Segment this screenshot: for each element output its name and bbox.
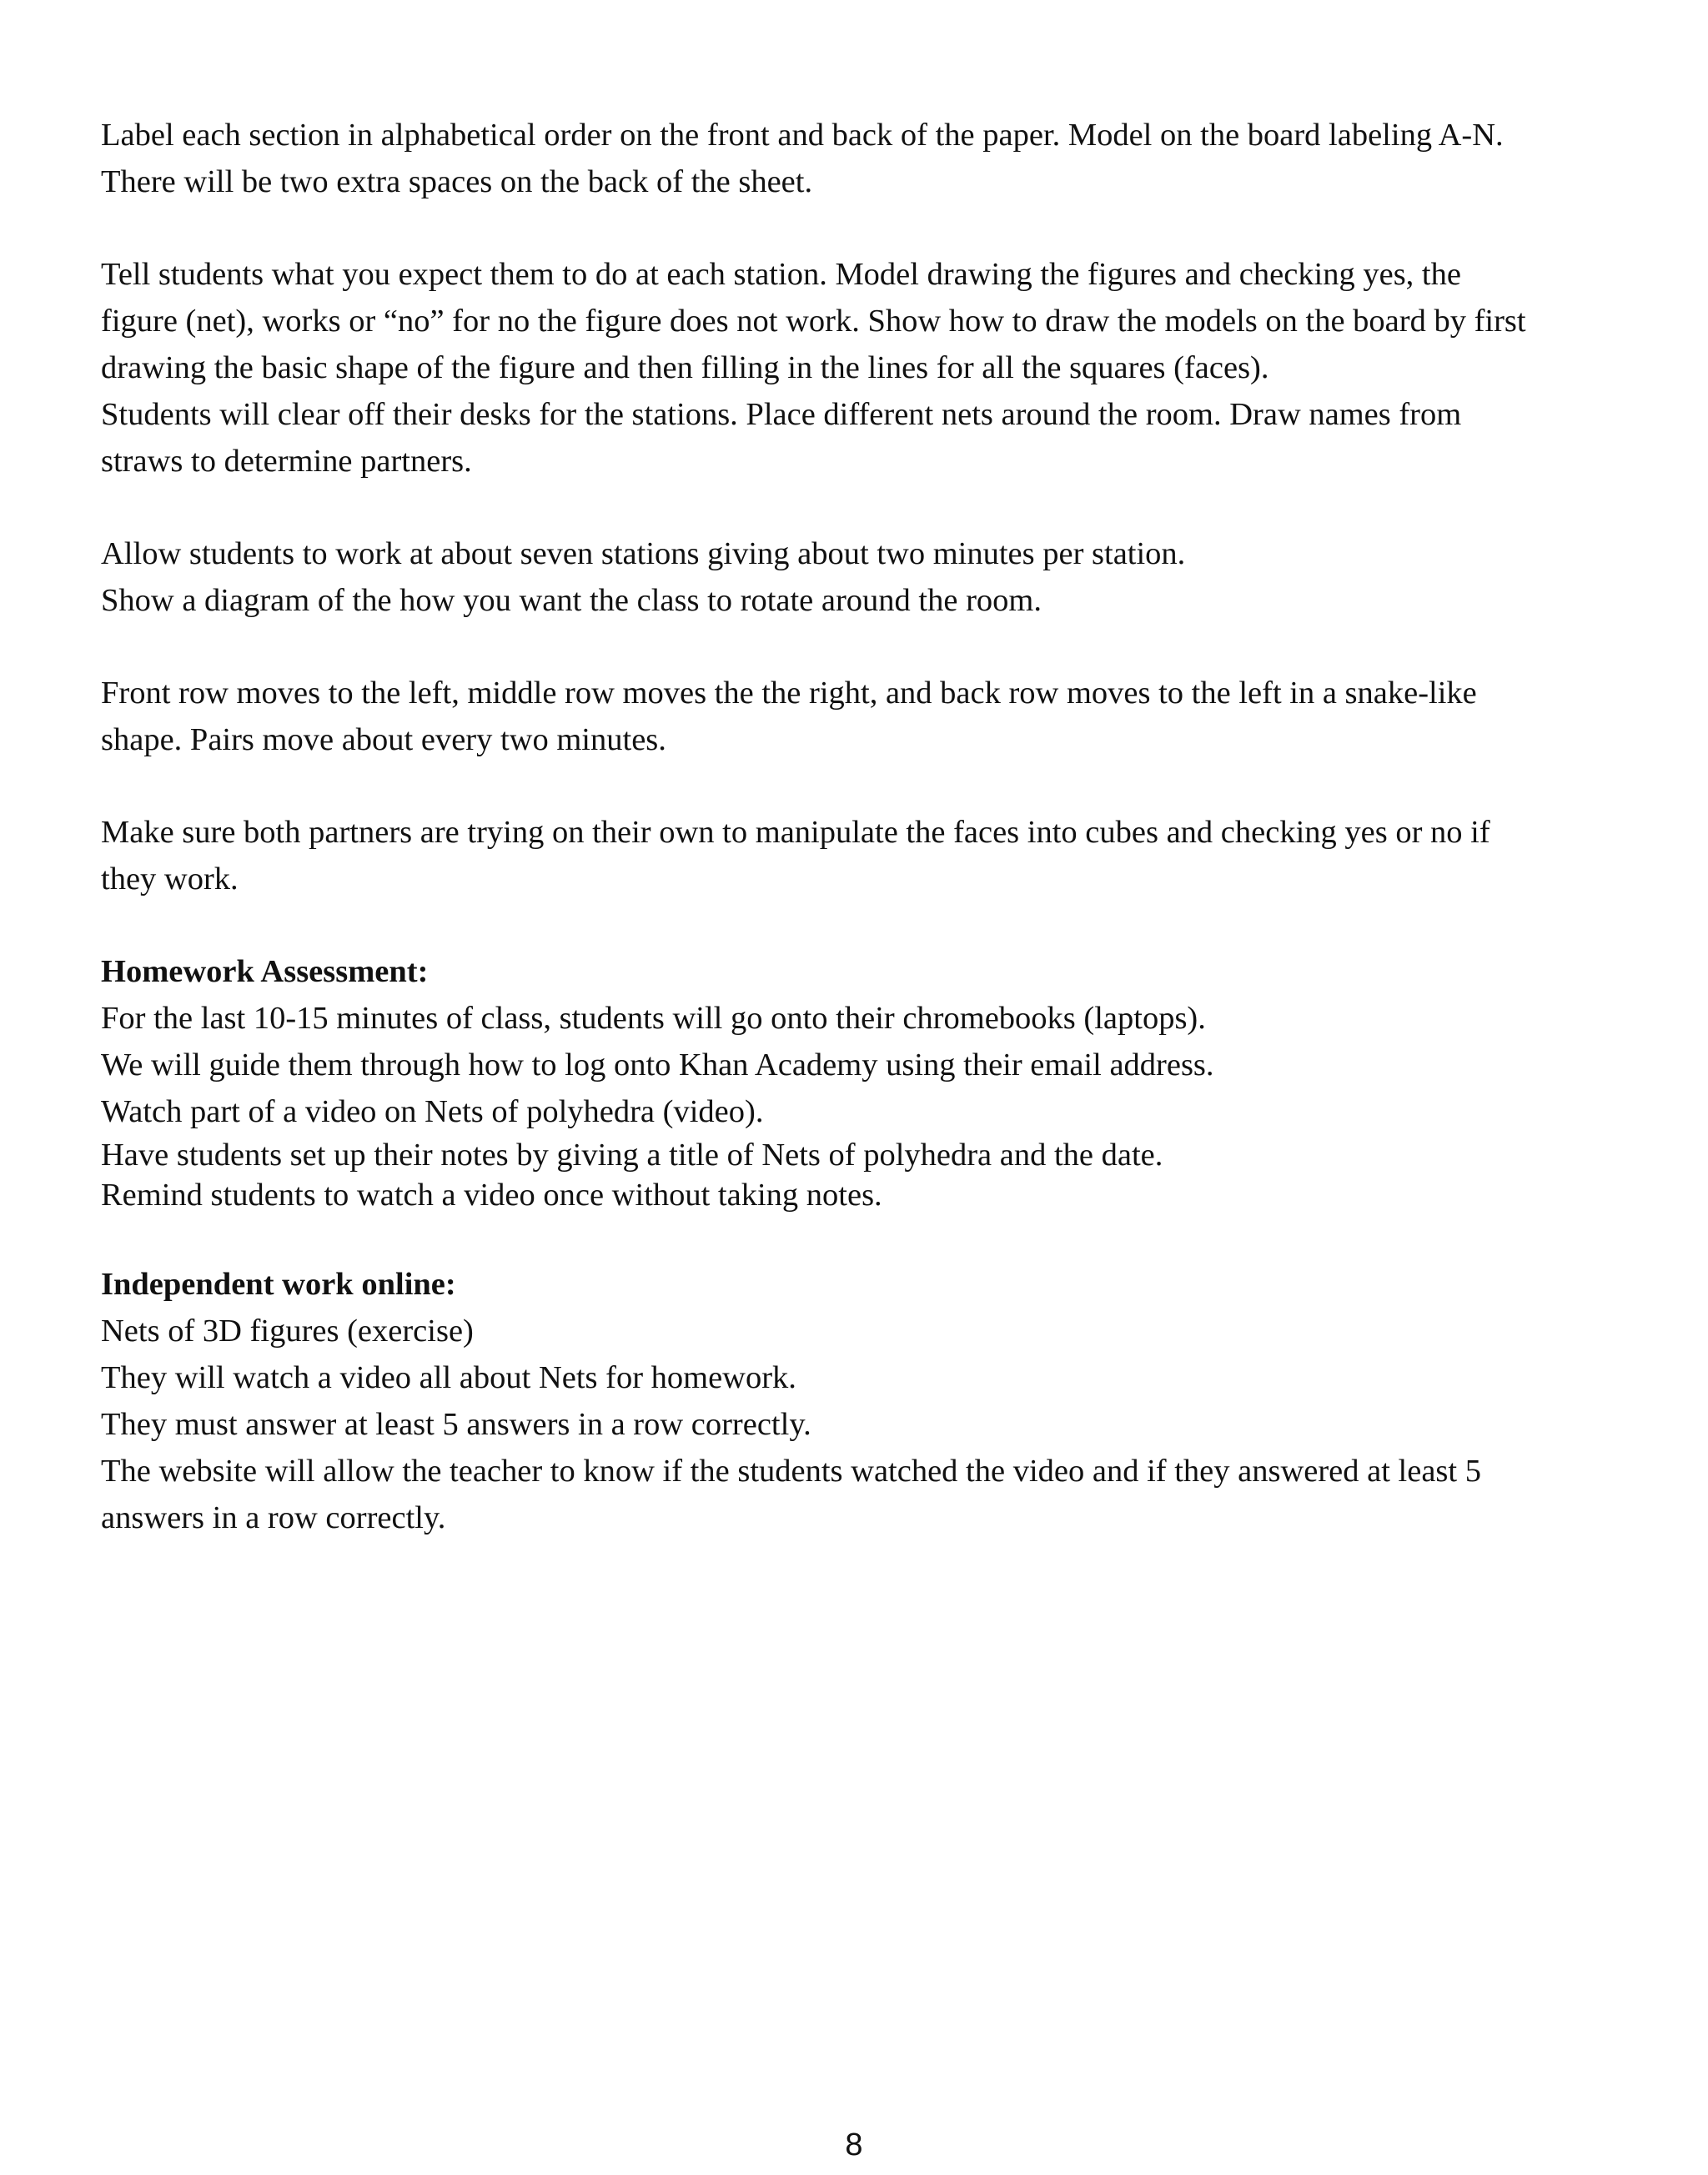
text-line: shape. Pairs move about every two minutes. — [101, 722, 666, 757]
paragraph-stations-timing — [101, 530, 1627, 624]
page-number: 8 — [845, 2127, 863, 2162]
text-line: Front row moves to the left, middle row moves the the right, and back row moves to the left in a snake-like — [101, 676, 1477, 711]
section-heading: Homework Assessment: — [101, 954, 429, 989]
paragraph-station-expectations — [101, 251, 1627, 485]
text-line: For the last 10-15 minutes of class, students will go onto their chromebooks (laptops). — [101, 1001, 1206, 1036]
text-line: Have students set up their notes by giving a title of Nets of polyhedra and the date. — [101, 1138, 1163, 1173]
paragraph-spacer — [101, 624, 1627, 670]
text-line: Make sure both partners are trying on their own to manipulate the faces into cubes and checking yes or no if — [101, 815, 1490, 850]
text-line: Watch part of a video on Nets of polyhedra (video). — [101, 1094, 764, 1129]
paragraph-spacer — [101, 1215, 1627, 1261]
section-homework-assessment — [101, 948, 1627, 1215]
text-line: Students will clear off their desks for the stations. Place different nets around the room. Draw names from — [101, 397, 1462, 432]
section-independent-work — [101, 1261, 1627, 1541]
text-line: Remind students to watch a video once without taking notes. — [101, 1178, 882, 1213]
text-line: They will watch a video all about Nets for homework. — [101, 1360, 796, 1395]
paragraph-spacer — [101, 485, 1627, 530]
paragraph-rotation — [101, 670, 1627, 763]
paragraph-labeling — [101, 112, 1627, 205]
document-body — [101, 112, 1627, 1541]
text-line: We will guide them through how to log onto Khan Academy using their email address. — [101, 1047, 1214, 1082]
paragraph-spacer — [101, 763, 1627, 809]
text-line: Nets of 3D figures (exercise) — [101, 1314, 474, 1349]
section-heading: Independent work online: — [101, 1267, 456, 1302]
text-line: answers in a row correctly. — [101, 1500, 446, 1535]
paragraph-partners — [101, 809, 1627, 902]
text-line: straws to determine partners. — [101, 444, 472, 479]
text-line: They must answer at least 5 answers in a row correctly. — [101, 1407, 811, 1442]
paragraph-spacer — [101, 205, 1627, 251]
text-line: figure (net), works or “no” for no the figure does not work. Show how to draw the models on the board by first — [101, 304, 1526, 339]
text-line: drawing the basic shape of the figure and then filling in the lines for all the squares (faces). — [101, 350, 1269, 385]
text-line: Tell students what you expect them to do at each station. Model drawing the figures and checking yes, the — [101, 257, 1461, 292]
text-line: Allow students to work at about seven stations giving about two minutes per station. — [101, 536, 1186, 571]
text-line: There will be two extra spaces on the back of the sheet. — [101, 164, 813, 199]
text-line: Label each section in alphabetical order on the front and back of the paper. Model on the board labeling A-N. — [101, 118, 1504, 153]
paragraph-spacer — [101, 902, 1627, 948]
text-line: The website will allow the teacher to know if the students watched the video and if they answered at least 5 — [101, 1454, 1481, 1489]
text-line: they work. — [101, 861, 239, 897]
text-line: Show a diagram of the how you want the class to rotate around the room. — [101, 583, 1042, 618]
